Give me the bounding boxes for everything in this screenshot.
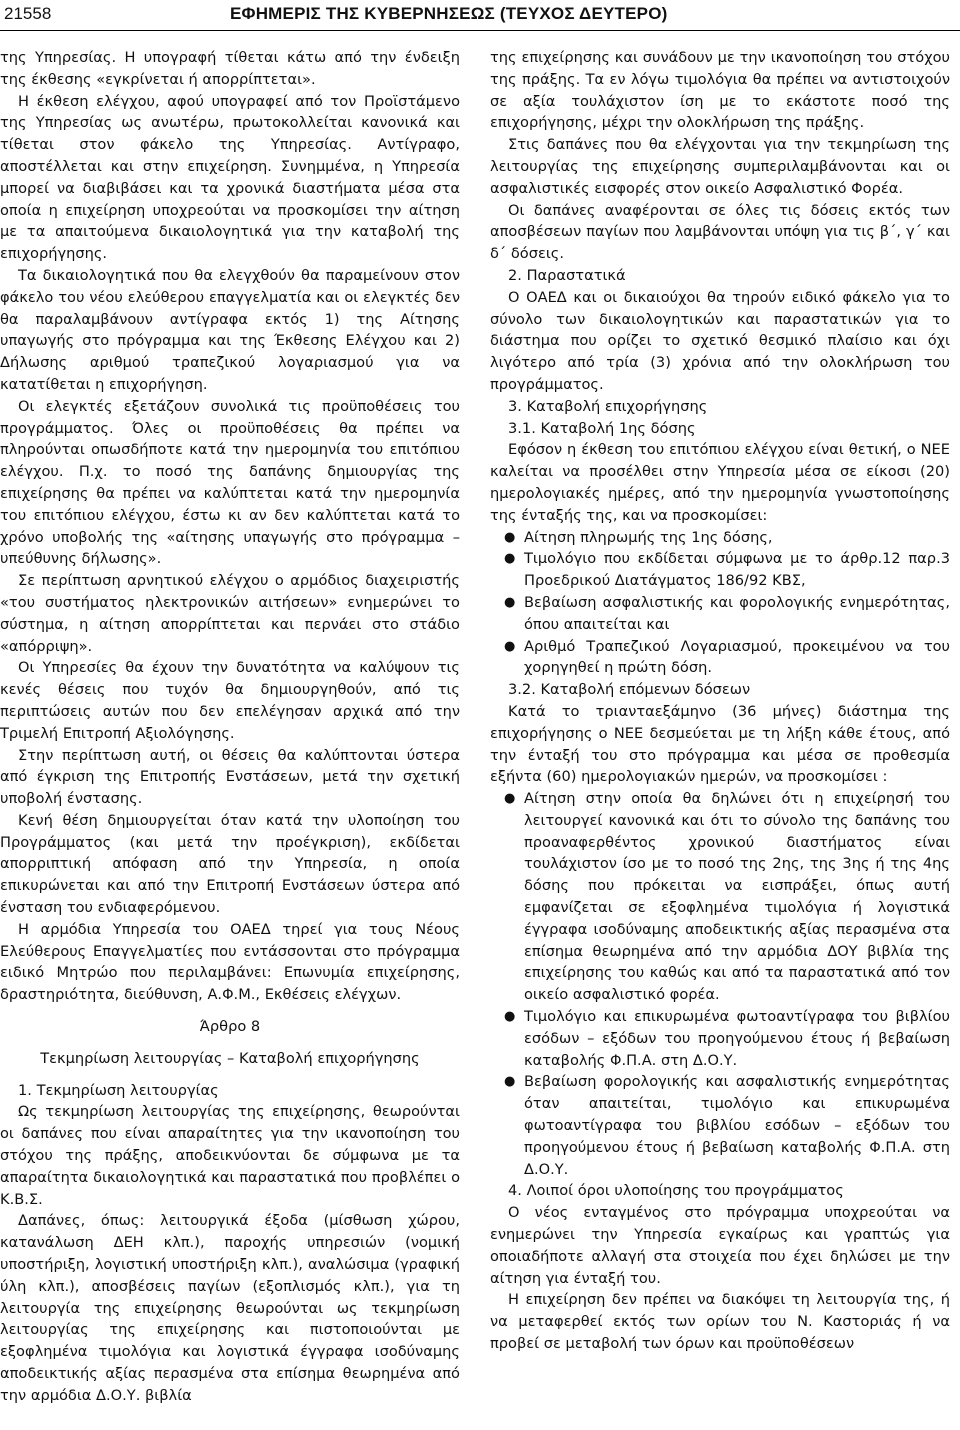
paragraph: Δαπάνες, όπως: λειτουργικά έξοδα (μίσθωση χώρου, κατανάλωση ΔΕΗ κλπ.), παροχής υπηρεσιών (νομική υποστήριξη, λογιστική υποστήριξη κλπ.), αναλώσιμα (γραφική ύλη κλπ.), αποσβέσεις παγίων (εξοπλισμός κλπ.), για τη λειτουργία της επιχείρησης θεωρούνται ως τεκμηρίωση λειτουργίας της επιχείρησης και πιστοποιούνται με εξοφλημένα τιμολόγια και λογιστικά έγγραφα ισοδύναμης αποδεικτικής αξίας περασμένα στα επίσημα θεωρημένα από την αρμόδια Δ.Ο.Υ. βιβλία bbox=[0, 1212, 460, 1404]
bullet-item bbox=[490, 1006, 950, 1071]
paragraph: Οι δαπάνες αναφέρονται σε όλες τις δόσεις εκτός των αποσβέσεων παγίων που λαμβάνονται υπόψη για τις β΄, γ΄ και δ΄ δόσεις. bbox=[490, 201, 950, 263]
paragraph: της Υπηρεσίας. Η υπογραφή τίθεται κάτω από την ένδειξη της έκθεσης «εγκρίνεται ή απορρίπτεται». bbox=[0, 49, 460, 88]
paragraph: Κενή θέση δημιουργείται όταν κατά την υλοποίηση του Προγράμματος (και μετά την προέγκριση), εκδίδεται απορριπτική απόφαση από την Υπηρεσία, η οποία επικυρώνεται και από την Επιτροπή Ενστάσεων ύστερα από ένσταση του ενδιαφερόμενου. bbox=[0, 811, 460, 917]
bullet-icon: ● bbox=[504, 594, 516, 610]
bullet-list bbox=[490, 527, 950, 680]
paragraph: Η επιχείρηση δεν πρέπει να διακόψει τη λειτουργία της, ή να μεταφερθεί εκτός των ορίων του Ν. Καστοριάς ή να προβεί σε μεταβολή των όρων και προϋποθέσεων bbox=[490, 1291, 950, 1353]
gazette-title: ΕΦΗΜΕΡΙΣ ΤΗΣ ΚΥΒΕΡΝΗΣΕΩΣ (ΤΕΥΧΟΣ ΔΕΥΤΕΡΟ) bbox=[230, 4, 668, 23]
page-header bbox=[0, 0, 960, 32]
paragraph: Στην περίπτωση αυτή, οι θέσεις θα καλύπτονται ύστερα από έγκριση της Επιτροπής Ενστάσεων, μετά την σχετική υποβολή ένστασης. bbox=[0, 746, 460, 808]
bullet-text: Αριθμό Τραπεζικού Λογαριασμού, προκειμένου να του χορηγηθεί η πρώτη δόση. bbox=[524, 637, 950, 677]
bullet-icon: ● bbox=[504, 529, 516, 545]
bullet-item bbox=[490, 527, 950, 549]
bullet-item bbox=[490, 788, 950, 1006]
bullet-item bbox=[490, 1071, 950, 1180]
paragraph: της επιχείρησης και συνάδουν με την ικανοποίηση του στόχου της πράξης. Τα εν λόγω τιμολόγια θα πρέπει να αντιστοιχούν σε αξία τουλάχιστον ίση με το εκάστοτε ποσό της επιχορήγησης, μέχρι την ολοκλήρωση της πράξης. bbox=[490, 49, 950, 132]
paragraph: Ο νέος ενταγμένος στο πρόγραμμα υποχρεούται να ενημερώνει την Υπηρεσία εγκαίρως και γραπτώς για οποιαδήποτε αλλαγή στα στοιχεία που έχει δηλώσει με την αίτηση για ένταξή του. bbox=[490, 1204, 950, 1287]
paragraph: Εφόσον η έκθεση του επιτόπιου ελέγχου είναι θετική, ο ΝΕΕ καλείται να προσέλθει στην Υπηρεσία μέσα σε είκοσι (20) ημερολογιακές ημέρες, από την ημερομηνία γνωστοποίησης της ένταξής της, και να προσκομίσει: bbox=[490, 441, 950, 524]
paragraph: Η αρμόδια Υπηρεσία του ΟΑΕΔ τηρεί για τους Νέους Ελεύθερους Επαγγελματίες που εντάσσονται στο πρόγραμμα ειδικό Μητρώο που περιλαμβάνει: Επωνυμία επιχείρησης, δραστηριότητα, διεύθυνση, Α.Φ.Μ., Εκθέσεις ελέγχων. bbox=[0, 920, 460, 1004]
article-title: Τεκμηρίωση λειτουργίας – Καταβολή επιχορήγησης bbox=[40, 1049, 420, 1067]
bullet-text: Βεβαίωση φορολογικής και ασφαλιστικής ενημερότητας όταν απαιτείται, τιμολόγιο και επικυρωμένα φωτοαντίγραφα του βιβλίου εσόδων – εξόδων του προηγούμενου έτους ή βεβαίωση καταβολής Φ.Π.Α. στη Δ.Ο.Υ. bbox=[524, 1073, 950, 1178]
section-heading: 2. Παραστατικά bbox=[508, 266, 626, 284]
paragraph: Ο ΟΑΕΔ και οι δικαιούχοι θα τηρούν ειδικό φάκελο για το σύνολο των δικαιολογητικών και παραστατικών για το διάστημα που ορίζει το σχετικό θεσμικό πλαίσιο και όχι λιγότερο από τρία (3) χρόνια από την ολοκλήρωση του προγράμματος. bbox=[490, 288, 950, 393]
bullet-text: Τιμολόγιο που εκδίδεται σύμφωνα με το άρθρ.12 παρ.3 Προεδρικού Διατάγματος 186/92 ΚΒΣ, bbox=[524, 550, 950, 590]
section-heading: 1. Τεκμηρίωση λειτουργίας bbox=[18, 1081, 219, 1099]
section-heading: 3.2. Καταβολή επόμενων δόσεων bbox=[508, 681, 751, 699]
paragraph: Τα δικαιολογητικά που θα ελεγχθούν θα παραμείνουν στον φάκελο του νέου ελεύθερου επαγγελματία και οι ελεγκτές δεν θα παραλαμβάνουν αντίγραφα εκτός 1) της Αίτησης υπαγωγής στο πρόγραμμα και της Έκθεσης Ελέγχου και 2) Δήλωσης αριθμού τραπεζικού λογαριασμού για να κατατίθεται η επιχορήγηση. bbox=[0, 266, 460, 393]
header-rule bbox=[0, 30, 960, 31]
bullet-item bbox=[490, 548, 950, 592]
article-number: Άρθρο 8 bbox=[199, 1018, 261, 1036]
right-column bbox=[490, 47, 950, 1355]
left-column bbox=[0, 47, 460, 1407]
bullet-text: Αίτηση στην οποία θα δηλώνει ότι η επιχείρησή του λειτουργεί κανονικά και ότι το σύνολο της δαπάνης του προαναφερθέντος χρονικού διαστήματος είναι τουλάχιστον ίσο με το ποσό της 2ης, της 3ης ή της 4ης δόσης που πρόκειται να εισπράξει, όπως αυτή εμφανίζεται σε εξοφλημένα τιμολόγια ή λογιστικά έγγραφα ισοδύναμης αποδεικτικής αξίας περασμένα στα επίσημα θεωρημένα από την αρμόδια ΔΟΥ βιβλία της επιχείρησης του καθώς και από τα παραστατικά από τον οικείο ασφαλιστικό φορέα. bbox=[524, 790, 950, 1004]
bullet-list bbox=[490, 788, 950, 1180]
bullet-icon: ● bbox=[504, 551, 516, 567]
paragraph: Η έκθεση ελέγχου, αφού υπογραφεί από τον Προϊστάμενο της Υπηρεσίας ως ανωτέρω, πρωτοκολλείται κανονικά και τίθεται στον φάκελο της Υπηρεσίας. Αντίγραφο, αποστέλλεται και στην επιχείρηση. Συνημμένα, η Υπηρεσία μπορεί να διαβιβάσει και τα χρονικά διαστήματα μέσα στα οποία η επιχείρηση υποχρεούται να προσκομίσει την αίτηση με τα απαιτούμενα δικαιολογητικά για την καταβολή της επιχορήγησης. bbox=[0, 92, 460, 263]
bullet-item bbox=[490, 636, 950, 680]
section-heading: 3.1. Καταβολή 1ης δόσης bbox=[508, 419, 696, 437]
paragraph: Οι Υπηρεσίες θα έχουν την δυνατότητα να καλύψουν τις κενές θέσεις που τυχόν θα δημιουργηθούν, από τις περιπτώσεις αυτών που δεν επελέγησαν αρχικά από την Τριμελή Επιτροπή Αξιολόγησης. bbox=[0, 659, 460, 742]
bullet-text: Αίτηση πληρωμής της 1ης δόσης, bbox=[524, 528, 773, 546]
paragraph: Σε περίπτωση αρνητικού ελέγχου ο αρμόδιος διαχειριστής «του συστήματος ηλεκτρονικών αιτήσεων» ενημερώνει το σύστημα, η αίτηση απορρίπτεται και περνάει στο στάδιο «απόρριψη». bbox=[0, 572, 460, 655]
paragraph: Οι ελεγκτές εξετάζουν συνολικά τις προϋποθέσεις του προγράμματος. Όλες οι προϋποθέσεις θα πρέπει να πληρούνται οπωσδήποτε κατά την ημερομηνία του επιτόπιου ελέγχου. Π.χ. το ποσό της δαπάνης δημιουργίας της επιχείρησης θα πρέπει να καλύπτεται κατά την ημερομηνία του επιτόπιου ελέγχου, έστω κι αν δεν καλύπτεται κατά το χρόνο υποβολής της «αίτησης υπαγωγής στο πρόγραμμα – υπεύθυνης δήλωσης». bbox=[0, 397, 460, 568]
page-number: 21558 bbox=[4, 4, 52, 23]
paragraph: Στις δαπάνες που θα ελέγχονται για την τεκμηρίωση της λειτουργίας της επιχείρησης συμπεριλαμβάνονται και οι ασφαλιστικές εισφορές στον οικείο Ασφαλιστικό Φορέα. bbox=[490, 136, 950, 197]
section-heading: 3. Καταβολή επιχορήγησης bbox=[508, 397, 708, 415]
bullet-icon: ● bbox=[504, 1009, 516, 1025]
bullet-icon: ● bbox=[504, 638, 516, 654]
bullet-text: Τιμολόγιο και επικυρωμένα φωτοαντίγραφα του βιβλίου εσόδων – εξόδων του προηγούμενου έτους ή βεβαίωση καταβολής Φ.Π.Α. στη Δ.Ο.Υ. bbox=[524, 1008, 950, 1069]
bullet-text: Βεβαίωση ασφαλιστικής και φορολογικής ενημερότητας, όπου απαιτείται και bbox=[524, 593, 950, 633]
paragraph: Ως τεκμηρίωση λειτουργίας της επιχείρησης, θεωρούνται οι δαπάνες που είναι απαραίτητες για την ικανοποίηση του στόχου της πράξης, αποδεικνύονται δε σύμφωνα με τα απαραίτητα δικαιολογητικά και παραστατικά που προβλέπει ο Κ.Β.Σ. bbox=[0, 1103, 460, 1208]
section-heading: 4. Λοιποί όροι υλοποίησης του προγράμματος bbox=[508, 1182, 844, 1200]
bullet-item bbox=[490, 592, 950, 636]
paragraph: Κατά το τριανταεξάμηνο (36 μήνες) διάστημα της επιχορήγησης ο ΝΕΕ δεσμεύεται με τη λήξη κάθε έτους, από την ένταξή του στο πρόγραμμα και μέσα σε προθεσμία εξήντα (60) ημερολογιακών ημερών, να προσκομίσει : bbox=[490, 702, 950, 786]
bullet-icon: ● bbox=[504, 791, 516, 807]
bullet-icon: ● bbox=[504, 1074, 516, 1090]
